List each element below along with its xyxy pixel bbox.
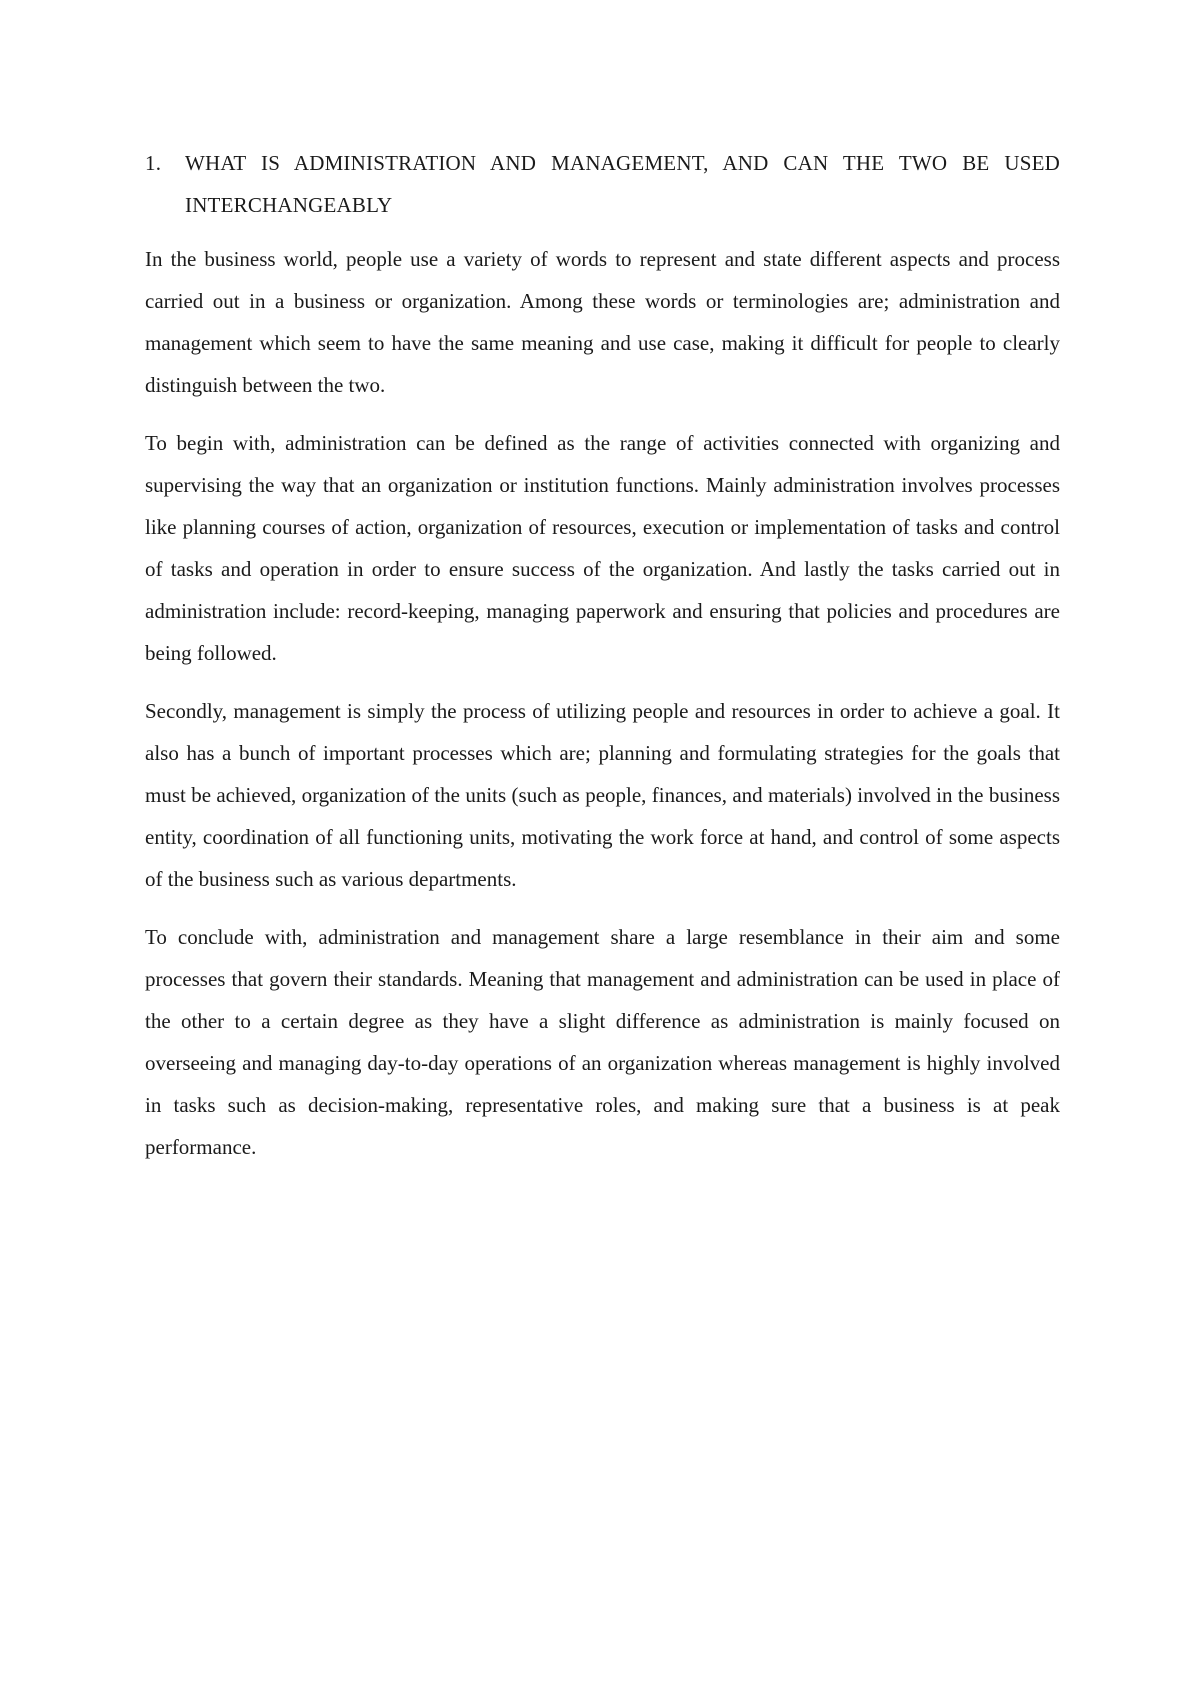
paragraph-administration: To begin with, administration can be defined as the range of activities connected with organizing and supervising the way that an organization or institution functions. Mainly administration involves processes like planning courses of action, organization of resources, execution or implementation of tasks and control of tasks and operation in order to ensure success of the organization. And lastly the tasks carried out in administration include: record-keeping, managing paperwork and ensuring that policies and procedures are being followed. [145, 431, 1060, 665]
heading-text: WHAT IS ADMINISTRATION AND MANAGEMENT, AND CAN THE TWO BE USED INTERCHANGEABLY [185, 151, 1060, 217]
paragraph-intro: In the business world, people use a variety of words to represent and state different aspects and process carried out in a business or organization. Among these words or terminologies are; administration and management which seem to have the same meaning and use case, making it difficult for people to clearly distinguish between the two. [145, 247, 1060, 397]
section-heading [145, 142, 1060, 226]
document-body [145, 142, 1060, 1184]
paragraph-conclusion: To conclude with, administration and management share a large resemblance in their aim and some processes that govern their standards. Meaning that management and administration can be used in place of the other to a certain degree as they have a slight difference as administration is mainly focused on overseeing and managing day-to-day operations of an organization whereas management is highly involved in tasks such as decision-making, representative roles, and making sure that a business is at peak performance. [145, 925, 1060, 1159]
heading-number: 1. [145, 151, 162, 175]
paragraph-management: Secondly, management is simply the process of utilizing people and resources in order to achieve a goal. It also has a bunch of important processes which are; planning and formulating strategies for the goals that must be achieved, organization of the units (such as people, finances, and materials) involved in the business entity, coordination of all functioning units, motivating the work force at hand, and control of some aspects of the business such as various departments. [145, 699, 1060, 891]
